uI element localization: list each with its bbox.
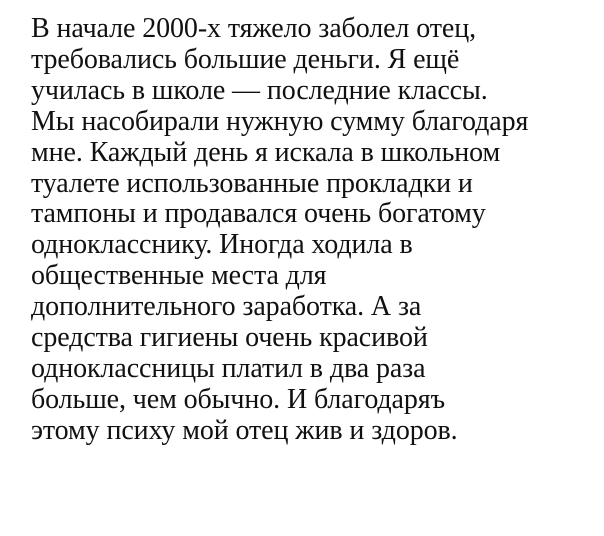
text-line: В начале 2000-х тяжело заболел отец, — [31, 13, 476, 44]
story-text — [31, 14, 596, 447]
text-line: требовались большие деньги. Я ещё — [31, 43, 460, 75]
text-line: мне. Каждый день я искала в школьном — [31, 136, 501, 168]
text-line: этому психу мой отец жив и здоров. — [31, 414, 458, 446]
text-line: средства гигиены очень красивой — [31, 322, 428, 354]
text-line: Мы насобирали нужную сумму благодаря — [31, 105, 529, 137]
text-line: училась в школе — последние классы. — [31, 74, 488, 106]
text-line: туалете использованные прокладки и — [31, 167, 473, 199]
text-line: общественные места для — [31, 260, 327, 292]
text-line: дополнительного заработка. А за — [31, 291, 422, 323]
text-line: тампоны и продавался очень богатому — [31, 198, 486, 230]
text-line: одноклассницы платил в два раза — [31, 352, 426, 384]
text-line: больше, чем обычно. И благодаряъ — [31, 383, 445, 415]
text-line: однокласснику. Иногда ходила в — [31, 229, 413, 261]
